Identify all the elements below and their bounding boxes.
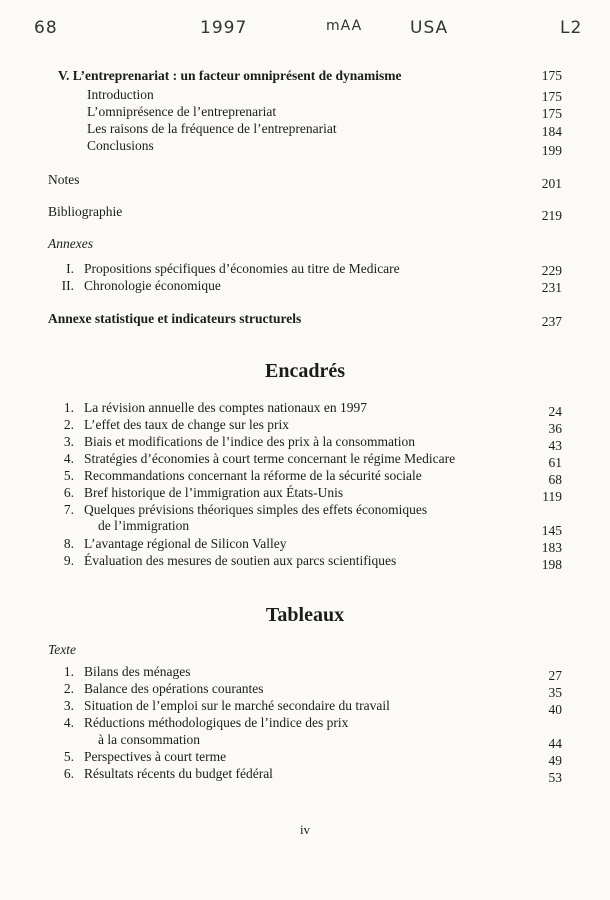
toc-entry-page: 175 (541, 106, 562, 121)
tableau-entry (48, 715, 348, 731)
encadre-page: 183 (541, 540, 562, 555)
encadre-page: 24 (548, 404, 562, 419)
handwritten-page-number: 68 (34, 18, 58, 38)
encadre-page: 198 (541, 557, 562, 572)
toc-entry-label: Les raisons de la fréquence de l’entreprenariat (87, 121, 337, 136)
tableau-number: 6. (63, 766, 74, 781)
encadre-page: 145 (541, 523, 562, 538)
encadre-page: 61 (548, 455, 562, 470)
encadre-label: Quelques prévisions théoriques simples des effets économiques (84, 502, 428, 517)
tableau-entry (48, 698, 390, 714)
toc-entry-label: L’omniprésence de l’entreprenariat (87, 104, 277, 119)
toc-entry-label: Introduction (87, 87, 154, 102)
notes-label: Notes (48, 172, 80, 187)
encadre-page: 43 (548, 438, 562, 453)
annexes-heading: Annexes (48, 236, 93, 251)
annex-page: 231 (541, 280, 562, 295)
encadre-number: 1. (63, 400, 74, 415)
page-folio: iv (299, 822, 311, 837)
encadre-label: L’avantage régional de Silicon Valley (84, 536, 287, 551)
encadre-entry (48, 434, 415, 450)
tableau-number: 3. (63, 698, 74, 713)
encadre-number: 8. (63, 536, 74, 551)
annex-entry (48, 261, 400, 277)
tableau-number: 4. (63, 715, 74, 730)
annex-number: I. (66, 261, 74, 276)
toc-entry-label: Conclusions (87, 138, 154, 153)
annex-entry (48, 278, 221, 294)
chapter-5-title: V. L’entreprenariat : un facteur omniprésent de dynamisme (58, 68, 402, 83)
encadre-label: Stratégies d’économies à court terme concernant le régime Medicare (84, 451, 456, 466)
encadre-label: Évaluation des mesures de soutien aux parcs scientifiques (84, 553, 397, 568)
encadre-label: Bref historique de l’immigration aux États-Unis (84, 485, 344, 500)
encadre-entry (48, 417, 289, 433)
tableau-entry (48, 766, 273, 782)
handwritten-mark: L2 (560, 18, 583, 38)
bibliographie-label: Bibliographie (48, 204, 123, 219)
tableau-label: Bilans des ménages (84, 664, 191, 679)
tableau-label: Résultats récents du budget fédéral (84, 766, 273, 781)
handwritten-year: 1997 (200, 18, 248, 38)
toc-entry-page: 175 (541, 89, 562, 104)
encadre-page: 68 (548, 472, 562, 487)
chapter-5-page: 175 (541, 68, 562, 83)
encadre-entry (48, 536, 286, 552)
tableau-label: Situation de l’emploi sur le marché secondaire du travail (84, 698, 390, 713)
toc-entry-page: 199 (541, 143, 562, 158)
annexe-statistique-label: Annexe statistique et indicateurs structurels (48, 311, 302, 326)
tableau-label: Réductions méthodologiques de l’indice des prix (84, 715, 349, 730)
encadre-label: L’effet des taux de change sur les prix (84, 417, 290, 432)
encadre-entry (48, 451, 455, 467)
tableau-page: 44 (548, 736, 562, 751)
tableau-page: 27 (548, 668, 562, 683)
tableau-label-continued: à la consommation (98, 732, 200, 747)
encadre-number: 5. (63, 468, 74, 483)
encadre-page: 36 (548, 421, 562, 436)
encadres-heading: Encadrés (265, 360, 345, 382)
annexe-statistique-page: 237 (541, 314, 562, 329)
bibliographie-page: 219 (541, 208, 562, 223)
tableau-page: 53 (548, 770, 562, 785)
annex-page: 229 (541, 263, 562, 278)
tableaux-heading: Tableaux (265, 604, 345, 626)
tableau-number: 2. (63, 681, 74, 696)
tableau-entry (48, 681, 264, 697)
handwritten-country: USA (410, 18, 449, 38)
notes-page: 201 (541, 176, 562, 191)
encadre-entry (48, 553, 396, 569)
encadre-entry (48, 468, 422, 484)
encadre-label: Recommandations concernant la réforme de la sécurité sociale (84, 468, 422, 483)
tableau-page: 35 (548, 685, 562, 700)
annex-label: Chronologie économique (84, 278, 221, 293)
encadre-label: La révision annuelle des comptes nationaux en 1997 (84, 400, 368, 415)
tableau-entry (48, 664, 190, 680)
toc-entry-page: 184 (541, 124, 562, 139)
tableau-number: 5. (63, 749, 74, 764)
encadre-label-continued: de l’immigration (98, 518, 190, 533)
encadre-entry (48, 400, 367, 416)
tableaux-subheading: Texte (48, 642, 76, 657)
encadre-number: 2. (63, 417, 74, 432)
tableau-page: 49 (548, 753, 562, 768)
encadre-number: 7. (63, 502, 74, 517)
annex-label: Propositions spécifiques d’économies au titre de Medicare (84, 261, 400, 276)
tableau-number: 1. (63, 664, 74, 679)
encadre-number: 3. (63, 434, 74, 449)
handwritten-code: mAA (326, 18, 363, 34)
encadre-page: 119 (542, 489, 562, 504)
encadre-entry (48, 485, 343, 501)
tableau-label: Perspectives à court terme (84, 749, 227, 764)
encadre-number: 6. (63, 485, 74, 500)
tableau-entry (48, 749, 226, 765)
encadre-number: 9. (63, 553, 74, 568)
tableau-page: 40 (548, 702, 562, 717)
tableau-label: Balance des opérations courantes (84, 681, 264, 696)
encadre-entry (48, 502, 427, 518)
encadre-label: Biais et modifications de l’indice des prix à la consommation (84, 434, 416, 449)
annex-number: II. (61, 278, 74, 293)
encadre-number: 4. (63, 451, 74, 466)
